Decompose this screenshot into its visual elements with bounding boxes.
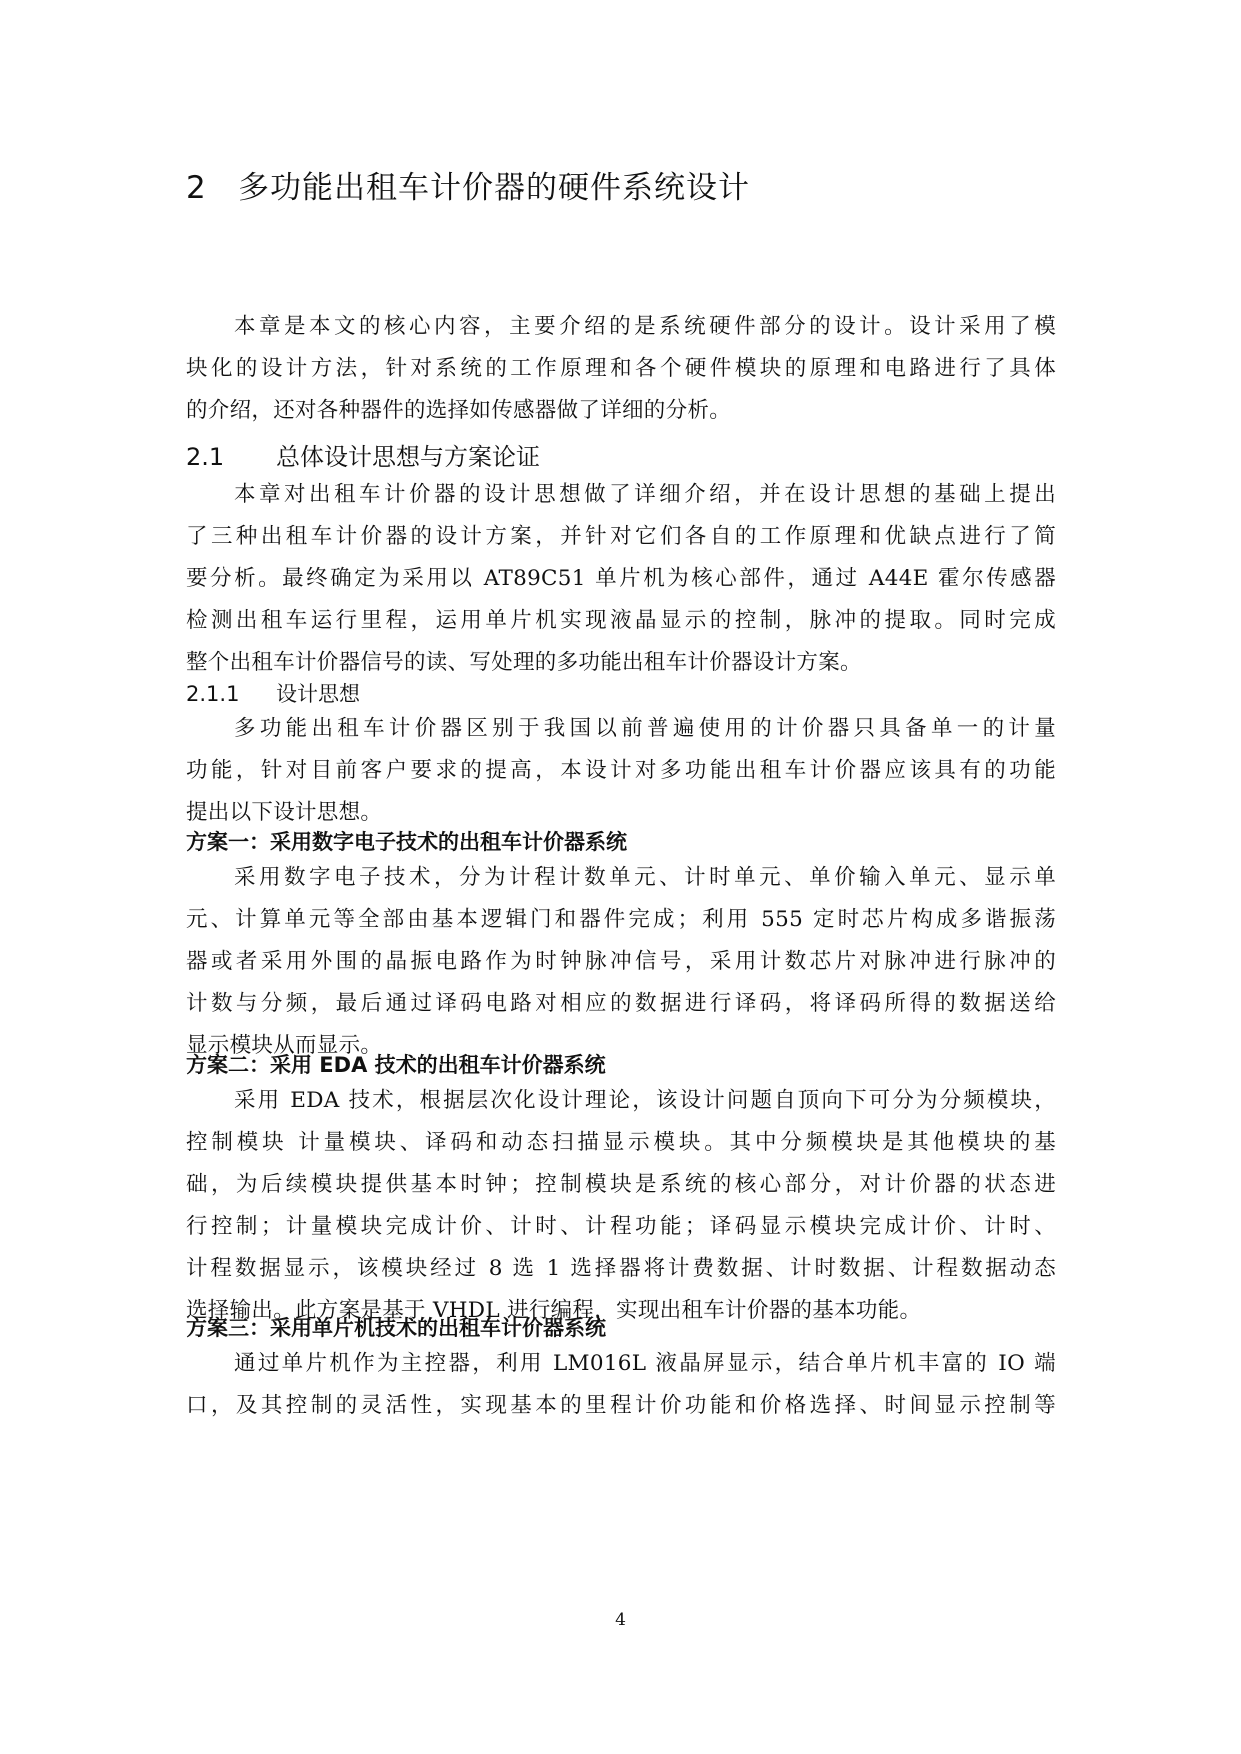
section-title: 总体设计思想与方案论证 [276, 443, 540, 471]
text-line: 础，为后续模块提供基本时钟；控制模块是系统的核心部分，对计价器的状态进 [186, 1172, 1056, 1197]
chapter-heading [186, 162, 750, 207]
scheme-2-heading: 方案二：采用 EDA 技术的出租车计价器系统 [186, 1053, 606, 1077]
scheme-3-paragraph [186, 1343, 1056, 1427]
section-number: 2.1.1 [186, 682, 240, 706]
section-title: 设计思想 [276, 682, 360, 706]
text-line: 本章对出租车计价器的设计思想做了详细介绍，并在设计思想的基础上提出 [234, 482, 1056, 507]
text-line: 的介绍，还对各种器件的选择如传感器做了详细的分析。 [186, 398, 732, 423]
text-line: 器或者采用外围的晶振电路作为时钟脉冲信号，采用计数芯片对脉冲进行脉冲的 [186, 949, 1056, 974]
chapter-title-text: 多功能出租车计价器的硬件系统设计 [238, 170, 750, 206]
scheme-3-heading: 方案三：采用单片机技术的出租车计价器系统 [186, 1316, 606, 1340]
text-line: 了三种出租车计价器的设计方案，并针对它们各自的工作原理和优缺点进行了简 [186, 524, 1056, 549]
text-line: 块化的设计方法，针对系统的工作原理和各个硬件模块的原理和电路进行了具体 [186, 356, 1056, 381]
intro-paragraph [186, 306, 1056, 432]
scheme-2-paragraph [186, 1080, 1056, 1332]
section-number: 2.1 [186, 443, 225, 471]
text-line: 整个出租车计价器信号的读、写处理的多功能出租车计价器设计方案。 [186, 650, 862, 675]
text-line: 显示模块从而显示。 [186, 1033, 383, 1058]
section-heading-2-1-1 [186, 678, 360, 708]
text-line: 行控制；计量模块完成计价、计时、计程功能；译码显示模块完成计价、计时、 [186, 1214, 1056, 1239]
text-line: 要分析。最终确定为采用以 AT89C51 单片机为核心部件，通过 A44E 霍尔传感器 [186, 566, 1056, 591]
text-line: 选择输出。此方案是基于 VHDL 进行编程，实现出租车计价器的基本功能。 [186, 1298, 922, 1323]
text-line: 多功能出租车计价器区别于我国以前普遍使用的计价器只具备单一的计量 [234, 716, 1056, 741]
section-2-1-paragraph [186, 474, 1056, 684]
section-heading-2-1 [186, 437, 540, 472]
scheme-1-heading: 方案一：采用数字电子技术的出租车计价器系统 [186, 830, 627, 854]
text-line: 元、计算单元等全部由基本逻辑门和器件完成；利用 555 定时芯片构成多谐振荡 [186, 907, 1056, 932]
text-line: 口，及其控制的灵活性，实现基本的里程计价功能和价格选择、时间显示控制等 [186, 1393, 1056, 1418]
text-line: 功能，针对目前客户要求的提高，本设计对多功能出租车计价器应该具有的功能 [186, 758, 1056, 783]
scheme-1-paragraph [186, 857, 1056, 1067]
text-line: 提出以下设计思想。 [186, 800, 383, 825]
text-line: 采用数字电子技术，分为计程计数单元、计时单元、单价输入单元、显示单 [234, 865, 1056, 890]
page-number: 4 [615, 1610, 626, 1630]
chapter-number: 2 [186, 170, 207, 206]
text-line: 通过单片机作为主控器，利用 LM016L 液晶屏显示，结合单片机丰富的 IO 端 [234, 1351, 1056, 1376]
text-line: 控制模块 计量模块、译码和动态扫描显示模块。其中分频模块是其他模块的基 [186, 1130, 1056, 1155]
section-2-1-1-paragraph [186, 708, 1056, 834]
text-line: 检测出租车运行里程，运用单片机实现液晶显示的控制，脉冲的提取。同时完成 [186, 608, 1056, 633]
text-line: 采用 EDA 技术，根据层次化设计理论，该设计问题自顶向下可分为分频模块， [234, 1088, 1056, 1113]
text-line: 计数与分频，最后通过译码电路对相应的数据进行译码，将译码所得的数据送给 [186, 991, 1056, 1016]
text-line: 本章是本文的核心内容，主要介绍的是系统硬件部分的设计。设计采用了模 [234, 314, 1056, 339]
text-line: 计程数据显示，该模块经过 8 选 1 选择器将计费数据、计时数据、计程数据动态 [186, 1256, 1056, 1281]
